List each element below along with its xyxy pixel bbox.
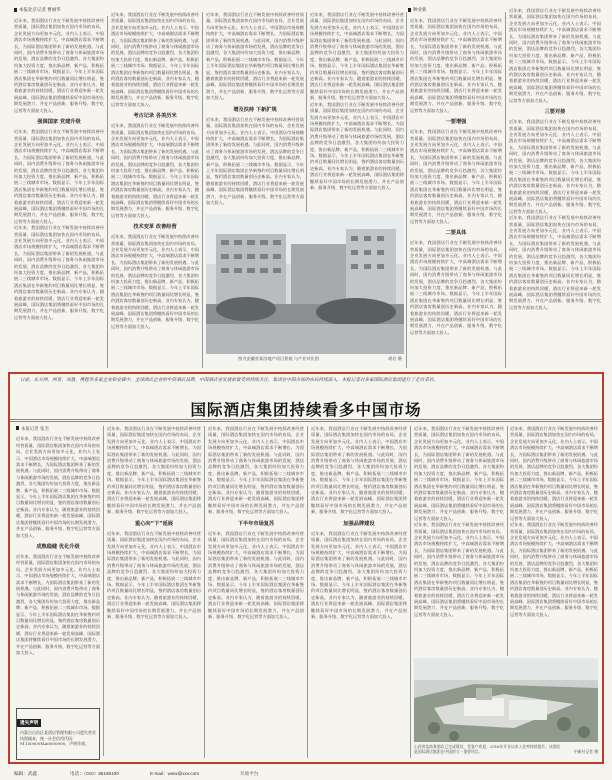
paragraph: 近年来，我国酒店行业在不断发展中持续改善经营质量，国际酒店集团加快在国内市场的布局，企业发展方向更加多元化。业内人士表示，中国酒店市场规模持续扩大，中高端酒店需求不断增长，为国际酒店集团带来了新的发展机遇。与此同时，国内消费升级带动了商务与休闲旅游市场的发展，酒店品牌的竞争日趋激烈，各大集团纷纷加大投资力度，推出新品牌、新产品，积极拓展二三线城市市场。数据显示，今年上半年国际酒店集团在华新签约项目数量同比增长明显，签约酒店客房数量创历史新高。业内专家认为，随着旅游业的持续回暖，酒店行业将迎来新一轮发展高峰，国际酒店集团将继续看好中国市场的长期发展潜力，并在产品创新、服务升级、数字化运营等方面加大投入。	[414, 522, 504, 617]
footer-email: E-mail：www@xxx.com	[150, 771, 200, 776]
feature-article-box	[8, 372, 604, 764]
photo-credit: 胡启 摄	[388, 356, 402, 361]
feature-column-1	[16, 426, 100, 704]
feature-byline	[16, 426, 100, 433]
paragraph: 近年来，我国酒店行业在不断发展中持续改善经营质量，国际酒店集团加快在国内市场的布局，企业发展方向更加多元化。业内人士表示，中国酒店市场规模持续扩大，中高端酒店需求不断增长，为国际酒店集团带来了新的发展机遇。与此同时，国内消费升级带动了商务与休闲旅游市场的发展，酒店品牌的竞争日趋激烈，各大集团纷纷加大投资力度，推出新品牌、新产品，积极拓展二三线城市市场。数据显示，今年上半年国际酒店集团在华新签约项目数量同比增长明显，签约酒店客房数量创历史新高。业内专家认为，随着旅游业的持续回暖，酒店行业将迎来新一轮发展高峰，国际酒店集团将继续看好中国市场的长期发展潜力，并在产品创新、服务升级、数字化运营等方面加大投入。	[206, 12, 304, 101]
feature-photo-caption: 山西省某商务酒店已完成建设，受客户欢迎，2016年开业以来入住率持续提升。该酒店是国际酒店集团在中国的又一重要项目。	[414, 744, 561, 754]
subheading: 一要增强	[445, 119, 467, 126]
paragraph: 近年来，我国酒店行业在不断发展中持续改善经营质量，国际酒店集团加快在国内市场的布局，企业发展方向更加多元化。业内人士表示，中国酒店市场规模持续扩大，中高端酒店需求不断增长，为国际酒店集团带来了新的发展机遇。与此同时，国内消费升级带动了商务与休闲旅游市场的发展，酒店品牌的竞争日趋激烈，各大集团纷纷加大投资力度，推出新品牌、新产品，积极拓展二三线城市市场。数据显示，今年上半年国际酒店集团在华新签约项目数量同比增长明显，签约酒店客房数量创历史新高。业内专家认为，随着旅游业的持续回暖，酒店行业将迎来新一轮发展高峰，国际酒店集团将继续看好中国市场的长期发展潜力，并在产品创新、服务升级、数字化运营等方面加大投入。	[410, 129, 502, 224]
headline-rule	[10, 419, 602, 420]
paragraph: 近年来，我国酒店行业在不断发展中持续改善经营质量，国际酒店集团加快在国内市场的布局，企业发展方向更加多元化。业内人士表示，中国酒店市场规模持续扩大，中高端酒店需求不断增长，为国际酒店集团带来了新的发展机遇。与此同时，国内消费升级带动了商务与休闲旅游市场的发展，酒店品牌的竞争日趋激烈，各大集团纷纷加大投资力度，推出新品牌、新产品，积极拓展二三线城市市场。数据显示，今年上半年国际酒店集团在华新签约项目数量同比增长明显，签约酒店客房数量创历史新高。业内专家认为，随着旅游业的持续回暖，酒店行业将迎来新一轮发展高峰，国际酒店集团将继续看好中国市场的长期发展潜力，并在产品创新、服务升级、数字化运营等方面加大投入。	[16, 436, 100, 538]
column-divider	[307, 426, 308, 758]
headline-rule	[10, 421, 602, 422]
paragraph: 近年来，我国酒店行业在不断发展中持续改善经营质量，国际酒店集团加快在国内市场的布局，企业发展方向更加多元化。业内人士表示，中国酒店市场规模持续扩大，中高端酒店需求不断增长，为国际酒店集团带来了新的发展机遇。与此同时，国内消费升级带动了商务与休闲旅游市场的发展，酒店品牌的竞争日趋激烈，各大集团纷纷加大投资力度，推出新品牌、新产品，积极拓展二三线城市市场。数据显示，今年上半年国际酒店集团在华新签约项目数量同比增长明显，签约酒店客房数量创历史新高。业内专家认为，随着旅游业的持续回暖，酒店行业将迎来新一轮发展高峰，国际酒店集团将继续看好中国市场的长期发展潜力，并在产品创新、服务升级、数字化运营等方面加大投入。	[509, 8, 601, 103]
article-column-3	[206, 12, 304, 212]
feature-column-6	[510, 426, 598, 656]
notice-heading: 遗失声明	[17, 719, 41, 727]
building-photo-illustration	[206, 214, 404, 354]
feature-headline: 国际酒店集团持续看多中国市场	[190, 401, 422, 419]
aerial-hotel-photo-illustration	[414, 658, 598, 742]
article-column-6	[509, 8, 601, 366]
subheading: 增及扶持 下新扩规	[233, 106, 277, 113]
feature-column-4	[311, 426, 407, 758]
feature-photo	[414, 658, 598, 742]
paragraph: 近年来，我国酒店行业在不断发展中持续改善经营质量，国际酒店集团加快在国内市场的布局，企业发展方向更加多元化。业内人士表示，中国酒店市场规模持续扩大，中高端酒店需求不断增长，为国际酒店集团带来了新的发展机遇。与此同时，国内消费升级带动了商务与休闲旅游市场的发展，酒店品牌的竞争日趋激烈，各大集团纷纷加大投资力度，推出新品牌、新产品，积极拓展二三线城市市场。数据显示，今年上半年国际酒店集团在华新签约项目数量同比增长明显，签约酒店客房数量创历史新高。业内专家认为，随着旅游业的持续回暖，酒店行业将迎来新一轮发展高峰，国际酒店集团将继续看好中国市场的长期发展潜力，并在产品创新、服务升级、数字化运营等方面加大投入。	[510, 426, 598, 521]
page-footer	[0, 768, 612, 780]
paragraph: 近年来，我国酒店行业在不断发展中持续改善经营质量，国际酒店集团加快在国内市场的布局，企业发展方向更加多元化。业内人士表示，中国酒店市场规模持续扩大，中高端酒店需求不断增长，为国际酒店集团带来了新的发展机遇。与此同时，国内消费升级带动了商务与休闲旅游市场的发展，酒店品牌的竞争日趋激烈，各大集团纷纷加大投资力度，推出新品牌、新产品，积极拓展二三线城市市场。数据显示，今年上半年国际酒店集团在华新签约项目数量同比增长明显，签约酒店客房数量创历史新高。业内专家认为，随着旅游业的持续回暖，酒店行业将迎来新一轮发展高峰，国际酒店集团将继续看好中国市场的长期发展潜力，并在产品创新、服务升级、数字化运营等方面加大投入。	[111, 234, 199, 329]
section-header-left	[14, 7, 61, 13]
subheading: 重心向“下”延展	[135, 520, 173, 527]
paragraph: 近年来，我国酒店行业在不断发展中持续改善经营质量，国际酒店集团加快在国内市场的布局，企业发展方向更加多元化。业内人士表示，中国酒店市场规模持续扩大，中高端酒店需求不断增长，为国际酒店集团带来了新的发展机遇。与此同时，国内消费升级带动了商务与休闲旅游市场的发展，酒店品牌的竞争日趋激烈，各大集团纷纷加大投资力度，推出新品牌、新产品，积极拓展二三线城市市场。数据显示，今年上半年国际酒店集团在华新签约项目数量同比增长明显，签约酒店客房数量创历史新高。业内专家认为，随着旅游业的持续回暖，酒店行业将迎来新一轮发展高峰，国际酒店集团将继续看好中国市场的长期发展潜力，并在产品创新、服务升级、数字化运营等方面加大投入。	[410, 240, 502, 335]
column-divider	[103, 426, 104, 756]
article-column-2	[111, 12, 199, 366]
feature-lead: 日前，东方网、网易、凤凰、携程等多家企业和业媒中，全球酒店企业的中资酒店品牌，中国酒店业发展前景受到持续关注，集团在中国市场的布局持续深入，本报记者对多家国际酒店集团进行了走访采访。	[20, 378, 439, 383]
feature-column-2	[107, 426, 201, 758]
notice-text: 内蒙古自治区某酒店管理有限公司遗失营业执照副本，统一社会信用代码：91150000MA0000000，声明作废。	[20, 730, 96, 747]
feature-column-5	[414, 426, 504, 656]
paragraph: 近年来，我国酒店行业在不断发展中持续改善经营质量，国际酒店集团加快在国内市场的布局，企业发展方向更加多元化。业内人士表示，中国酒店市场规模持续扩大，中高端酒店需求不断增长，为国际酒店集团带来了新的发展机遇。与此同时，国内消费升级带动了商务与休闲旅游市场的发展，酒店品牌的竞争日趋激烈，各大集团纷纷加大投资力度，推出新品牌、新产品，积极拓展二三线城市市场。数据显示，今年上半年国际酒店集团在华新签约项目数量同比增长明显，签约酒店客房数量创历史新高。业内专家认为，随着旅游业的持续回暖，酒店行业将迎来新一轮发展高峰，国际酒店集团将继续看好中国市场的长期发展潜力，并在产品创新、服务升级、数字化运营等方面加大投入。	[111, 123, 199, 218]
article-column-5	[410, 18, 502, 366]
column-divider	[505, 12, 506, 368]
footer-editor: 编辑：武鑫	[14, 771, 37, 776]
subheading: 三要对接	[544, 109, 566, 116]
column-divider	[306, 12, 307, 212]
paragraph: 近年来，我国酒店行业在不断发展中持续改善经营质量，国际酒店集团加快在国内市场的布局，企业发展方向更加多元化。业内人士表示，中国酒店市场规模持续扩大，中高端酒店需求不断增长，为国际酒店集团带来了新的发展机遇。与此同时，国内消费升级带动了商务与休闲旅游市场的发展，酒店品牌的竞争日趋激烈，各大集团纷纷加大投资力度，推出新品牌、新产品，积极拓展二三线城市市场。数据显示，今年上半年国际酒店集团在华新签约项目数量同比增长明显，签约酒店客房数量创历史新高。业内专家认为，随着旅游业的持续回暖，酒店行业将迎来新一轮发展高峰，国际酒店集团将继续看好中国市场的长期发展潜力，并在产品创新、服务升级、数字化运营等方面加大投入。	[107, 426, 201, 515]
paragraph: 近年来，我国酒店行业在不断发展中持续改善经营质量，国际酒店集团加快在国内市场的布局，企业发展方向更加多元化。业内人士表示，中国酒店市场规模持续扩大，中高端酒店需求不断增长，为国际酒店集团带来了新的发展机遇。与此同时，国内消费升级带动了商务与休闲旅游市场的发展，酒店品牌的竞争日趋激烈，各大集团纷纷加大投资力度，推出新品牌、新产品，积极拓展二三线城市市场。数据显示，今年上半年国际酒店集团在华新签约项目数量同比增长明显，签约酒店客房数量创历史新高。业内专家认为，随着旅游业的持续回暖，酒店行业将迎来新一轮发展高峰，国际酒店集团将继续看好中国市场的长期发展潜力，并在产品创新、服务升级、数字化运营等方面加大投入。	[16, 553, 100, 655]
paragraph: 近年来，我国酒店行业在不断发展中持续改善经营质量，国际酒店集团加快在国内市场的布局，企业发展方向更加多元化。业内人士表示，中国酒店市场规模持续扩大，中高端酒店需求不断增长，为国际酒店集团带来了新的发展机遇。与此同时，国内消费升级带动了商务与休闲旅游市场的发展，酒店品牌的竞争日趋激烈，各大集团纷纷加大投资力度，推出新品牌、新产品，积极拓展二三线城市市场。数据显示，今年上半年国际酒店集团在华新签约项目数量同比增长明显，签约酒店客房数量创历史新高。业内专家认为，随着旅游业的持续回暖，酒店行业将迎来新一轮发展高峰，国际酒店集团将继续看好中国市场的长期发展潜力，并在产品创新、服务升级、数字化运营等方面加大投入。	[208, 530, 304, 619]
paragraph: 近年来，我国酒店行业在不断发展中持续改善经营质量，国际酒店集团加快在国内市场的布局，企业发展方向更加多元化。业内人士表示，中国酒店市场规模持续扩大，中高端酒店需求不断增长，为国际酒店集团带来了新的发展机遇。与此同时，国内消费升级带动了商务与休闲旅游市场的发展，酒店品牌的竞争日趋激烈，各大集团纷纷加大投资力度，推出新品牌、新产品，积极拓展二三线城市市场。数据显示，今年上半年国际酒店集团在华新签约项目数量同比增长明显，签约酒店客房数量创历史新高。业内专家认为，随着旅游业的持续回暖，酒店行业将迎来新一轮发展高峰，国际酒店集团将继续看好中国市场的长期发展潜力，并在产品创新、服务升级、数字化运营等方面加大投入。	[414, 426, 504, 521]
paragraph: 近年来，我国酒店行业在不断发展中持续改善经营质量，国际酒店集团加快在国内市场的布局，企业发展方向更加多元化。业内人士表示，中国酒店市场规模持续扩大，中高端酒店需求不断增长，为国际酒店集团带来了新的发展机遇。与此同时，国内消费升级带动了商务与休闲旅游市场的发展，酒店品牌的竞争日趋激烈，各大集团纷纷加大投资力度，推出新品牌、新产品，积极拓展二三线城市市场。数据显示，今年上半年国际酒店集团在华新签约项目数量同比增长明显，签约酒店客房数量创历史新高。业内专家认为，随着旅游业的持续回暖，酒店行业将迎来新一轮发展高峰，国际酒店集团将继续看好中国市场的长期发展潜力，并在产品创新、服务升级、数字化运营等方面加大投入。	[510, 522, 598, 617]
section-header-right	[408, 7, 427, 13]
paragraph: 近年来，我国酒店行业在不断发展中持续改善经营质量，国际酒店集团加快在国内市场的布局，企业发展方向更加多元化。业内人士表示，中国酒店市场规模持续扩大，中高端酒店需求不断增长，为国际酒店集团带来了新的发展机遇。与此同时，国内消费升级带动了商务与休闲旅游市场的发展，酒店品牌的竞争日趋激烈，各大集团纷纷加大投资力度，推出新品牌、新产品，积极拓展二三线城市市场。数据显示，今年上半年国际酒店集团在华新签约项目数量同比增长明显，签约酒店客房数量创历史新高。业内专家认为，随着旅游业的持续回暖，酒店行业将迎来新一轮发展高峰，国际酒店集团将继续看好中国市场的长期发展潜力，并在产品创新、服务升级、数字化运营等方面加大投入。	[14, 225, 104, 320]
column-divider	[107, 16, 108, 368]
subheading: 技术变革 改善经营	[133, 224, 177, 231]
paragraph: 近年来，我国酒店行业在不断发展中持续改善经营质量，国际酒店集团加快在国内市场的布局，企业发展方向更加多元化。业内人士表示，中国酒店市场规模持续扩大，中高端酒店需求不断增长，为国际酒店集团带来了新的发展机遇。与此同时，国内消费升级带动了商务与休闲旅游市场的发展，酒店品牌的竞争日趋激烈，各大集团纷纷加大投资力度，推出新品牌、新产品，积极拓展二三线城市市场。数据显示，今年上半年国际酒店集团在华新签约项目数量同比增长明显，签约酒店客房数量创历史新高。业内专家认为，随着旅游业的持续回暖，酒店行业将迎来新一轮发展高峰，国际酒店集团将继续看好中国市场的长期发展潜力，并在产品创新、服务升级、数字化运营等方面加大投入。	[14, 18, 104, 113]
feature-photo-credit: 中新社记者 摄	[574, 749, 598, 754]
section-label: 种业新	[413, 7, 427, 12]
paragraph: 近年来，我国酒店行业在不断发展中持续改善经营质量，国际酒店集团加快在国内市场的布局，企业发展方向更加多元化。业内人士表示，中国酒店市场规模持续扩大，中高端酒店需求不断增长，为国际酒店集团带来了新的发展机遇。与此同时，国内消费升级带动了商务与休闲旅游市场的发展，酒店品牌的竞争日趋激烈，各大集团纷纷加大投资力度，推出新品牌、新产品，积极拓展二三线城市市场。数据显示，今年上半年国际酒店集团在华新签约项目数量同比增长明显，签约酒店客房数量创历史新高。业内专家认为，随着旅游业的持续回暖，酒店行业将迎来新一轮发展高峰，国际酒店集团将继续看好中国市场的长期发展潜力，并在产品创新、服务升级、数字化运营等方面加大投入。	[509, 119, 601, 214]
paragraph: 近年来，我国酒店行业在不断发展中持续改善经营质量，国际酒店集团加快在国内市场的布局，企业发展方向更加多元化。业内人士表示，中国酒店市场规模持续扩大，中高端酒店需求不断增长，为国际酒店集团带来了新的发展机遇。与此同时，国内消费升级带动了商务与休闲旅游市场的发展，酒店品牌的竞争日趋激烈，各大集团纷纷加大投资力度，推出新品牌、新产品，积极拓展二三线城市市场。数据显示，今年上半年国际酒店集团在华新签约项目数量同比增长明显，签约酒店客房数量创历史新高。业内专家认为，随着旅游业的持续回暖，酒店行业将迎来新一轮发展高峰，国际酒店集团将继续看好中国市场的长期发展潜力，并在产品创新、服务升级、数字化运营等方面加大投入。	[310, 101, 404, 190]
subheading: 考古记录 各美历米	[133, 113, 177, 120]
article-column-4	[310, 12, 404, 212]
paragraph: 近年来，我国酒店行业在不断发展中持续改善经营质量，国际酒店集团加快在国内市场的布局，企业发展方向更加多元化。业内人士表示，中国酒店市场规模持续扩大，中高端酒店需求不断增长，为国际酒店集团带来了新的发展机遇。与此同时，国内消费升级带动了商务与休闲旅游市场的发展，酒店品牌的竞争日趋激烈，各大集团纷纷加大投资力度，推出新品牌、新产品，积极拓展二三线城市市场。数据显示，今年上半年国际酒店集团在华新签约项目数量同比增长明显，签约酒店客房数量创历史新高。业内专家认为，随着旅游业的持续回暖，酒店行业将迎来新一轮发展高峰，国际酒店集团将继续看好中国市场的长期发展潜力，并在产品创新、服务升级、数字化运营等方面加大投入。	[111, 12, 199, 107]
paragraph: 近年来，我国酒店行业在不断发展中持续改善经营质量，国际酒店集团加快在国内市场的布局，企业发展方向更加多元化。业内人士表示，中国酒店市场规模持续扩大，中高端酒店需求不断增长，为国际酒店集团带来了新的发展机遇。与此同时，国内消费升级带动了商务与休闲旅游市场的发展，酒店品牌的竞争日趋激烈，各大集团纷纷加大投资力度，推出新品牌、新产品，积极拓展二三线城市市场。数据显示，今年上半年国际酒店集团在华新签约项目数量同比增长明显，签约酒店客房数量创历史新高。业内专家认为，随着旅游业的持续回暖，酒店行业将迎来新一轮发展高峰，国际酒店集团将继续看好中国市场的长期发展潜力，并在产品创新、服务升级、数字化运营等方面加大投入。	[410, 18, 502, 113]
section-tag-icon	[408, 8, 411, 12]
top-article-photo	[206, 214, 404, 354]
column-divider	[406, 12, 407, 368]
section-label: 本报北京记者 曹丽华	[19, 7, 61, 12]
footer-platform: 开放平台	[240, 771, 259, 776]
lost-notice-box	[16, 708, 100, 760]
subheading: 加强品牌建设	[343, 520, 375, 527]
column-divider	[204, 426, 205, 758]
column-divider	[410, 426, 411, 758]
byline-text: 本报记者 张杰	[21, 427, 49, 432]
subheading: 强调国家 党建升级	[37, 119, 81, 126]
paragraph: 近年来，我国酒店行业在不断发展中持续改善经营质量，国际酒店集团加快在国内市场的布局，企业发展方向更加多元化。业内人士表示，中国酒店市场规模持续扩大，中高端酒店需求不断增长，为国际酒店集团带来了新的发展机遇。与此同时，国内消费升级带动了商务与休闲旅游市场的发展，酒店品牌的竞争日趋激烈，各大集团纷纷加大投资力度，推出新品牌、新产品，积极拓展二三线城市市场。数据显示，今年上半年国际酒店集团在华新签约项目数量同比增长明显，签约酒店客房数量创历史新高。业内专家认为，随着旅游业的持续回暖，酒店行业将迎来新一轮发展高峰，国际酒店集团将继续看好中国市场的长期发展潜力，并在产品创新、服务升级、数字化运营等方面加大投入。	[311, 530, 407, 619]
paragraph: 近年来，我国酒店行业在不断发展中持续改善经营质量，国际酒店集团加快在国内市场的布局，企业发展方向更加多元化。业内人士表示，中国酒店市场规模持续扩大，中高端酒店需求不断增长，为国际酒店集团带来了新的发展机遇。与此同时，国内消费升级带动了商务与休闲旅游市场的发展，酒店品牌的竞争日趋激烈，各大集团纷纷加大投资力度，推出新品牌、新产品，积极拓展二三线城市市场。数据显示，今年上半年国际酒店集团在华新签约项目数量同比增长明显，签约酒店客房数量创历史新高。业内专家认为，随着旅游业的持续回暖，酒店行业将迎来新一轮发展高峰，国际酒店集团将继续看好中国市场的长期发展潜力，并在产品创新、服务升级、数字化运营等方面加大投入。	[14, 129, 104, 224]
article-column-1	[14, 18, 104, 366]
photo-caption: 图为安徽省某房地产项目景观 与产业对比图	[238, 356, 319, 361]
subheading: 二要具体	[445, 230, 467, 237]
section-tag-icon	[14, 8, 17, 12]
subheading: 成熟稳健 优化升级	[36, 543, 80, 550]
byline-tag-icon	[16, 426, 19, 430]
feature-column-3	[208, 426, 304, 758]
paragraph: 近年来，我国酒店行业在不断发展中持续改善经营质量，国际酒店集团加快在国内市场的布局，企业发展方向更加多元化。业内人士表示，中国酒店市场规模持续扩大，中高端酒店需求不断增长，为国际酒店集团带来了新的发展机遇。与此同时，国内消费升级带动了商务与休闲旅游市场的发展，酒店品牌的竞争日趋激烈，各大集团纷纷加大投资力度，推出新品牌、新产品，积极拓展二三线城市市场。数据显示，今年上半年国际酒店集团在华新签约项目数量同比增长明显，签约酒店客房数量创历史新高。业内专家认为，随着旅游业的持续回暖，酒店行业将迎来新一轮发展高峰，国际酒店集团将继续看好中国市场的长期发展潜力，并在产品创新、服务升级、数字化运营等方面加大投入。	[311, 426, 407, 515]
paragraph: 近年来，我国酒店行业在不断发展中持续改善经营质量，国际酒店集团加快在国内市场的布局，企业发展方向更加多元化。业内人士表示，中国酒店市场规模持续扩大，中高端酒店需求不断增长，为国际酒店集团带来了新的发展机遇。与此同时，国内消费升级带动了商务与休闲旅游市场的发展，酒店品牌的竞争日趋激烈，各大集团纷纷加大投资力度，推出新品牌、新产品，积极拓展二三线城市市场。数据显示，今年上半年国际酒店集团在华新签约项目数量同比增长明显，签约酒店客房数量创历史新高。业内专家认为，随着旅游业的持续回暖，酒店行业将迎来新一轮发展高峰，国际酒店集团将继续看好中国市场的长期发展潜力，并在产品创新、服务升级、数字化运营等方面加大投入。	[206, 116, 304, 205]
column-divider	[202, 12, 203, 368]
paragraph: 近年来，我国酒店行业在不断发展中持续改善经营质量，国际酒店集团加快在国内市场的布局，企业发展方向更加多元化。业内人士表示，中国酒店市场规模持续扩大，中高端酒店需求不断增长，为国际酒店集团带来了新的发展机遇。与此同时，国内消费升级带动了商务与休闲旅游市场的发展，酒店品牌的竞争日趋激烈，各大集团纷纷加大投资力度，推出新品牌、新产品，积极拓展二三线城市市场。数据显示，今年上半年国际酒店集团在华新签约项目数量同比增长明显，签约酒店客房数量创历史新高。业内专家认为，随着旅游业的持续回暖，酒店行业将迎来新一轮发展高峰，国际酒店集团将继续看好中国市场的长期发展潜力，并在产品创新、服务升级、数字化运营等方面加大投入。	[208, 426, 304, 515]
paragraph: 近年来，我国酒店行业在不断发展中持续改善经营质量，国际酒店集团加快在国内市场的布局，企业发展方向更加多元化。业内人士表示，中国酒店市场规模持续扩大，中高端酒店需求不断增长，为国际酒店集团带来了新的发展机遇。与此同时，国内消费升级带动了商务与休闲旅游市场的发展，酒店品牌的竞争日趋激烈，各大集团纷纷加大投资力度，推出新品牌、新产品，积极拓展二三线城市市场。数据显示，今年上半年国际酒店集团在华新签约项目数量同比增长明显，签约酒店客房数量创历史新高。业内专家认为，随着旅游业的持续回暖，酒店行业将迎来新一轮发展高峰，国际酒店集团将继续看好中国市场的长期发展潜力，并在产品创新、服务升级、数字化运营等方面加大投入。	[310, 12, 404, 101]
footer-phone: 电话：（010）85168100	[70, 771, 119, 776]
column-divider	[507, 426, 508, 656]
paragraph: 近年来，我国酒店行业在不断发展中持续改善经营质量，国际酒店集团加快在国内市场的布局，企业发展方向更加多元化。业内人士表示，中国酒店市场规模持续扩大，中高端酒店需求不断增长，为国际酒店集团带来了新的发展机遇。与此同时，国内消费升级带动了商务与休闲旅游市场的发展，酒店品牌的竞争日趋激烈，各大集团纷纷加大投资力度，推出新品牌、新产品，积极拓展二三线城市市场。数据显示，今年上半年国际酒店集团在华新签约项目数量同比增长明显，签约酒店客房数量创历史新高。业内专家认为，随着旅游业的持续回暖，酒店行业将迎来新一轮发展高峰，国际酒店集团将继续看好中国市场的长期发展潜力，并在产品创新、服务升级、数字化运营等方面加大投入。	[509, 215, 601, 310]
paragraph: 近年来，我国酒店行业在不断发展中持续改善经营质量，国际酒店集团加快在国内市场的布局，企业发展方向更加多元化。业内人士表示，中国酒店市场规模持续扩大，中高端酒店需求不断增长，为国际酒店集团带来了新的发展机遇。与此同时，国内消费升级带动了商务与休闲旅游市场的发展，酒店品牌的竞争日趋激烈，各大集团纷纷加大投资力度，推出新品牌、新产品，积极拓展二三线城市市场。数据显示，今年上半年国际酒店集团在华新签约项目数量同比增长明显，签约酒店客房数量创历史新高。业内专家认为，随着旅游业的持续回暖，酒店行业将迎来新一轮发展高峰，国际酒店集团将继续看好中国市场的长期发展潜力，并在产品创新、服务升级、数字化运营等方面加大投入。	[107, 530, 201, 619]
subheading: 下半年市场复苏	[237, 520, 275, 527]
